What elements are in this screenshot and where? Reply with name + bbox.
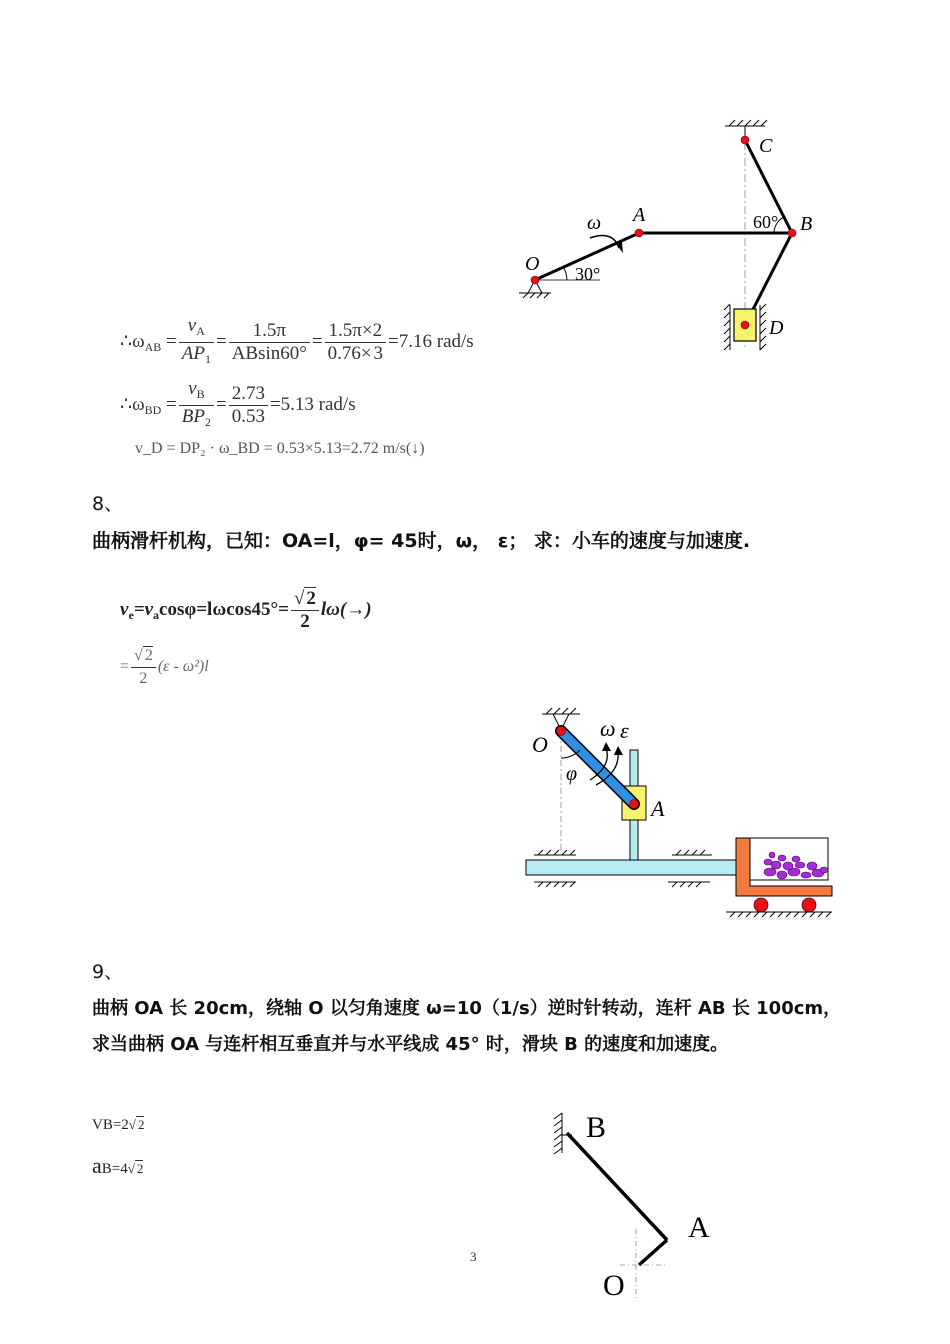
label-o3: O (603, 1269, 625, 1302)
label-epsilon: ε (620, 718, 629, 743)
label-omega: ω (587, 212, 602, 234)
figure-crank-cart (520, 700, 840, 925)
problem-9-number: 9、 (92, 961, 124, 983)
pin-o (531, 276, 539, 284)
figure-crank-rod-oab (540, 1105, 740, 1305)
equation-ae: = $\frac{√ 2}{2}$ (ε - ω²)l (120, 647, 209, 687)
label-b: B (800, 213, 813, 235)
label-a: A (633, 204, 646, 226)
pin-c (741, 136, 749, 144)
rod-ab (567, 1133, 667, 1240)
cart-wheel-right (802, 898, 816, 912)
problem-8-statement: 曲柄滑杆机构，已知：OA=l，φ= 45时，ω， ε； 求：小车的速度与加速度. (92, 530, 751, 552)
label-o: O (525, 253, 540, 275)
pin-a2 (630, 800, 639, 809)
pin-o2 (557, 727, 566, 736)
answer-vb: VB=2√ 2 (92, 1117, 145, 1133)
label-angle-60: 60° (753, 212, 779, 232)
pin-b (788, 229, 796, 237)
problem-9-statement-line2: 求当曲柄 OA 与连杆相互垂直并与水平线成 45° 时，滑块 B 的速度和加速度。 (92, 1034, 729, 1055)
pin-a (635, 229, 643, 237)
equation-omega-bd: $\therefore\omega_{BD}$ = $\frac{v_B}{BP_2}$ = $\frac{2.73}{0.53}$ =5.13 rad/s (120, 378, 356, 429)
label-d: D (769, 317, 784, 339)
label-phi: φ (566, 763, 578, 785)
cart-wheel-left (754, 898, 768, 912)
equation-ve: $v_e=v_a\cos\varphi=l\omega\cos 45^\circ=$ $\frac{√ 2}{2}$ lω(→) (120, 588, 372, 632)
problem-8-number: 8、 (92, 493, 124, 515)
label-omega2: ω (600, 716, 616, 741)
answer-ab: aB=4√ 2 (92, 1153, 144, 1178)
figure-linkage-oabcd (505, 110, 825, 360)
horizontal-rod (526, 860, 740, 875)
label-a3: A (688, 1211, 710, 1244)
label-angle-30: 30° (575, 264, 601, 284)
label-a2: A (651, 796, 665, 821)
cart-ground (726, 912, 832, 917)
problem-9-statement-line1: 曲柄 OA 长 20cm，绕轴 O 以匀角速度 ω=10（1/s）逆时针转动，连杆 AB 长 100cm， (92, 998, 842, 1019)
equation-vd: v_D = DP₂ · ω_BD = 0.53×5.13=2.72 m/s(↓) (135, 440, 425, 457)
label-o2: O (532, 732, 548, 757)
label-b3: B (586, 1111, 607, 1144)
pin-d (741, 321, 749, 329)
equation-omega-ab: $\therefore\omega_{AB}$ = $\frac{v_A}{AP_1}$ = $\frac{1.5\pi}{ABsin60^\circ}$ = $\frac{1.5\pi\times 2}{0.76\times 3}$ =7.16 rad/s (120, 315, 474, 366)
page-number: 3 (470, 1249, 477, 1264)
crank-oa3 (639, 1240, 667, 1265)
label-c: C (759, 135, 773, 157)
